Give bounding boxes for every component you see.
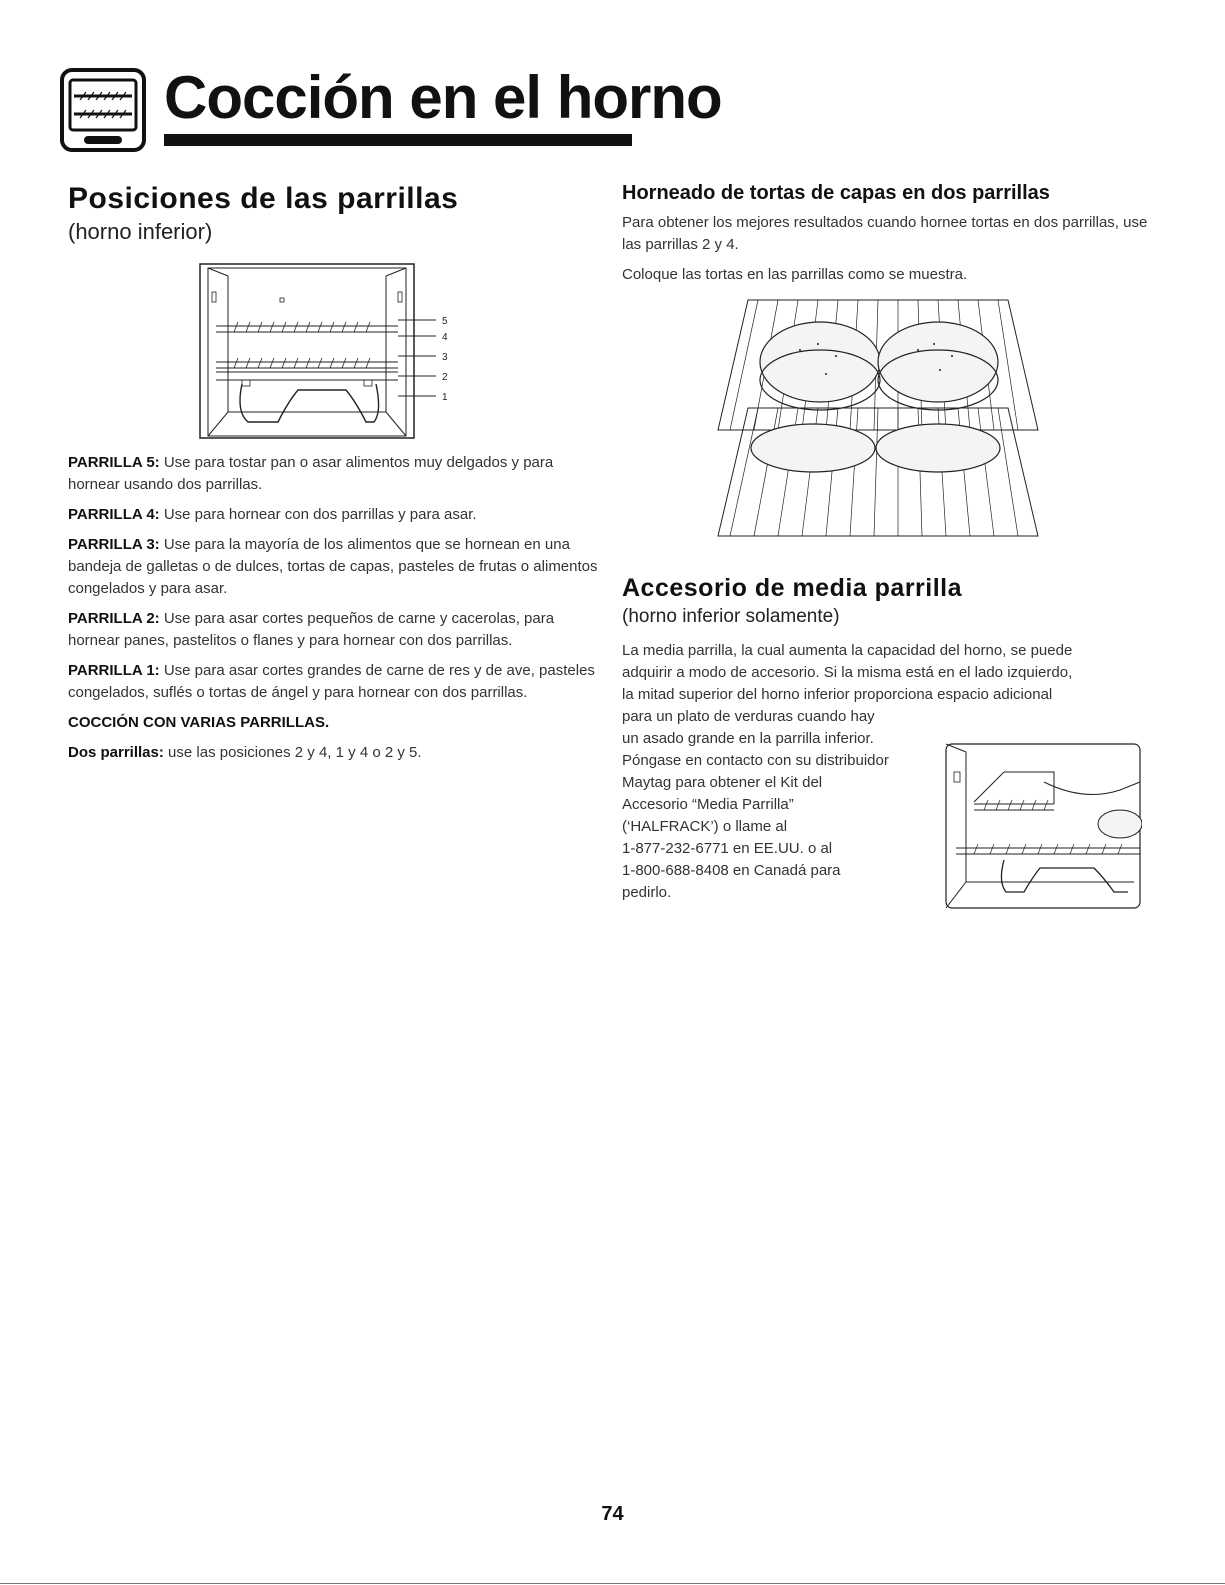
- half-rack-line: pedirlo.: [622, 884, 672, 901]
- half-rack-line: 1-800-688-8408 en Canadá para: [622, 862, 841, 879]
- rack-label-2: 2: [442, 372, 448, 383]
- rack-3-description: PARRILLA 3: Use para la mayoría de los alimentos que se hornean en una bandeja de galletas o de dulces, tortas de capas, pasteles de frutas o alimentos congelados y para asar.: [68, 536, 598, 597]
- layer-cakes-paragraph-2: Coloque las tortas en las parrillas como se muestra.: [622, 266, 968, 283]
- rack-positions-subtitle: (horno inferior): [68, 219, 213, 244]
- multi-rack-heading: COCCIÓN CON VARIAS PARRILLAS.: [68, 714, 330, 731]
- half-rack-line: Póngase en contacto con su distribuidor: [622, 752, 889, 769]
- half-rack-line: un asado grande en la parrilla inferior.: [622, 730, 874, 747]
- half-rack-line: la mitad superior del horno inferior proporciona espacio adicional: [622, 686, 1053, 703]
- half-rack-line: para un plato de verduras cuando hay: [622, 708, 875, 725]
- rack-positions-title: Posiciones de las parrillas: [68, 182, 459, 215]
- half-rack-line: La media parrilla, la cual aumenta la capacidad del horno, se puede: [622, 642, 1073, 659]
- two-racks-description: Dos parrillas: use las posiciones 2 y 4, 1 y 4 o 2 y 5.: [68, 744, 422, 761]
- rack-1-description: PARRILLA 1: Use para asar cortes grandes de carne de res y de ave, pasteles congelados, suflés o tortas de ángel y para hornear con dos parrillas.: [68, 662, 595, 701]
- page-title: Cocción en el horno: [164, 64, 722, 131]
- layer-cakes-title: Horneado de tortas de capas en dos parrillas: [622, 182, 1050, 204]
- oven-rack-positions-illustration: [198, 262, 466, 442]
- half-rack-line: 1-877-232-6771 en EE.UU. o al: [622, 840, 833, 857]
- half-rack-line: Accesorio “Media Parrilla”: [622, 796, 794, 813]
- rack-label-4: 4: [442, 332, 448, 343]
- page-number: 74: [601, 1503, 624, 1525]
- half-rack-line: (‘HALFRACK’) o llame al: [622, 818, 788, 835]
- layer-cakes-illustration: [708, 298, 1048, 540]
- bottom-rule: [0, 1583, 1225, 1584]
- half-rack-paragraph-top: [622, 640, 1137, 706]
- layer-cakes-section: [622, 180, 1152, 294]
- rack-4-description: PARRILLA 4: Use para hornear con dos parrillas y para asar.: [68, 506, 477, 523]
- layer-cakes-paragraph-1: Para obtener los mejores resultados cuando hornee tortas en dos parrillas, use las parrillas 2 y 4.: [622, 214, 1148, 253]
- rack-5-description: PARRILLA 5: Use para tostar pan o asar alimentos muy delgados y para hornear usando dos parrillas.: [68, 454, 554, 493]
- rack-positions-section: [68, 180, 598, 246]
- page-header: [60, 62, 722, 154]
- rack-descriptions: [68, 452, 598, 772]
- rack-2-description: PARRILLA 2: Use para asar cortes pequeños de carne y cacerolas, para hornear panes, pastelitos o flanes y para hornear con dos parrillas.: [68, 610, 555, 649]
- half-rack-illustration: [944, 742, 1142, 910]
- half-rack-subtitle: (horno inferior solamente): [622, 606, 840, 627]
- oven-icon: [60, 68, 146, 152]
- half-rack-line: Maytag para obtener el Kit del: [622, 774, 823, 791]
- title-underline: [164, 134, 632, 146]
- half-rack-line: adquirir a modo de accesorio. Si la misma está en el lado izquierdo,: [622, 664, 1073, 681]
- rack-label-1: 1: [442, 392, 448, 403]
- rack-label-3: 3: [442, 352, 448, 363]
- half-rack-title: Accesorio de media parrilla: [622, 574, 963, 602]
- rack-label-5: 5: [442, 316, 448, 327]
- half-rack-paragraph-wrap: [622, 706, 942, 904]
